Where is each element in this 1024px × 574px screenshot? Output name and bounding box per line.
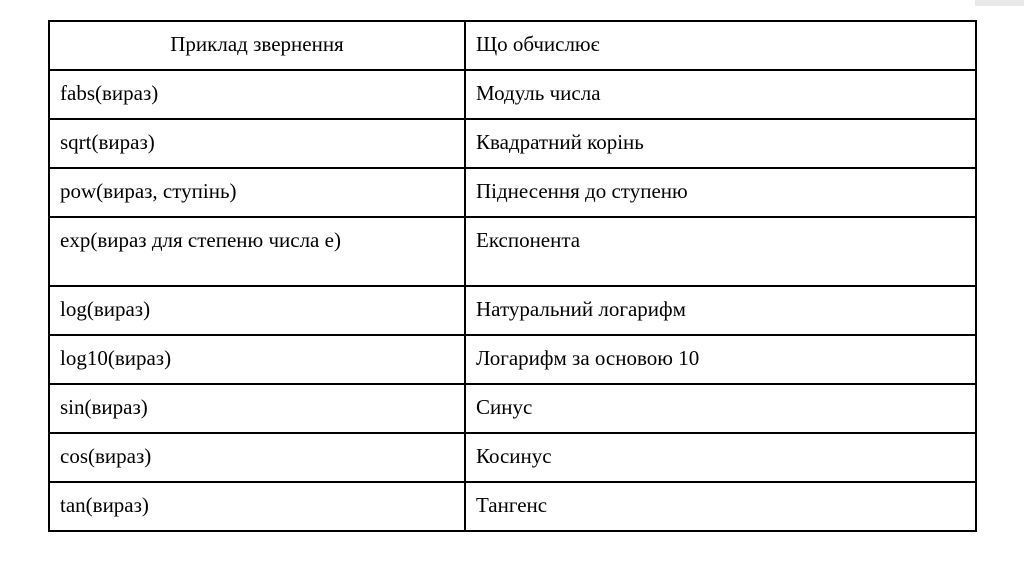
function-call-cell: pow(вираз, ступінь) <box>49 168 465 217</box>
function-description-cell: Косинус <box>465 433 976 482</box>
function-description-cell: Логарифм за основою 10 <box>465 335 976 384</box>
function-description-cell: Тангенс <box>465 482 976 531</box>
function-call-cell: tan(вираз) <box>49 482 465 531</box>
table-row <box>49 335 976 384</box>
header-computes: Що обчислює <box>465 21 976 70</box>
function-description-cell: Синус <box>465 384 976 433</box>
corner-mark <box>975 0 1024 6</box>
math-functions-table <box>48 20 977 532</box>
function-call-cell: exp(вираз для степеню числа e) <box>49 217 465 286</box>
function-description-cell: Квадратний корінь <box>465 119 976 168</box>
function-description-cell: Модуль числа <box>465 70 976 119</box>
function-call-cell: cos(вираз) <box>49 433 465 482</box>
function-call-cell: fabs(вираз) <box>49 70 465 119</box>
function-description-cell: Піднесення до ступеню <box>465 168 976 217</box>
function-description-cell: Експонента <box>465 217 976 286</box>
table-row <box>49 168 976 217</box>
table-row <box>49 384 976 433</box>
function-description-cell: Натуральний логарифм <box>465 286 976 335</box>
table-row <box>49 433 976 482</box>
header-call-example: Приклад звернення <box>49 21 465 70</box>
function-call-cell: sqrt(вираз) <box>49 119 465 168</box>
table-row <box>49 119 976 168</box>
table-row <box>49 217 976 286</box>
table-row <box>49 70 976 119</box>
function-call-cell: sin(вираз) <box>49 384 465 433</box>
function-call-cell: log10(вираз) <box>49 335 465 384</box>
table-row <box>49 286 976 335</box>
table-header-row <box>49 21 976 70</box>
function-call-cell: log(вираз) <box>49 286 465 335</box>
table-row <box>49 482 976 531</box>
